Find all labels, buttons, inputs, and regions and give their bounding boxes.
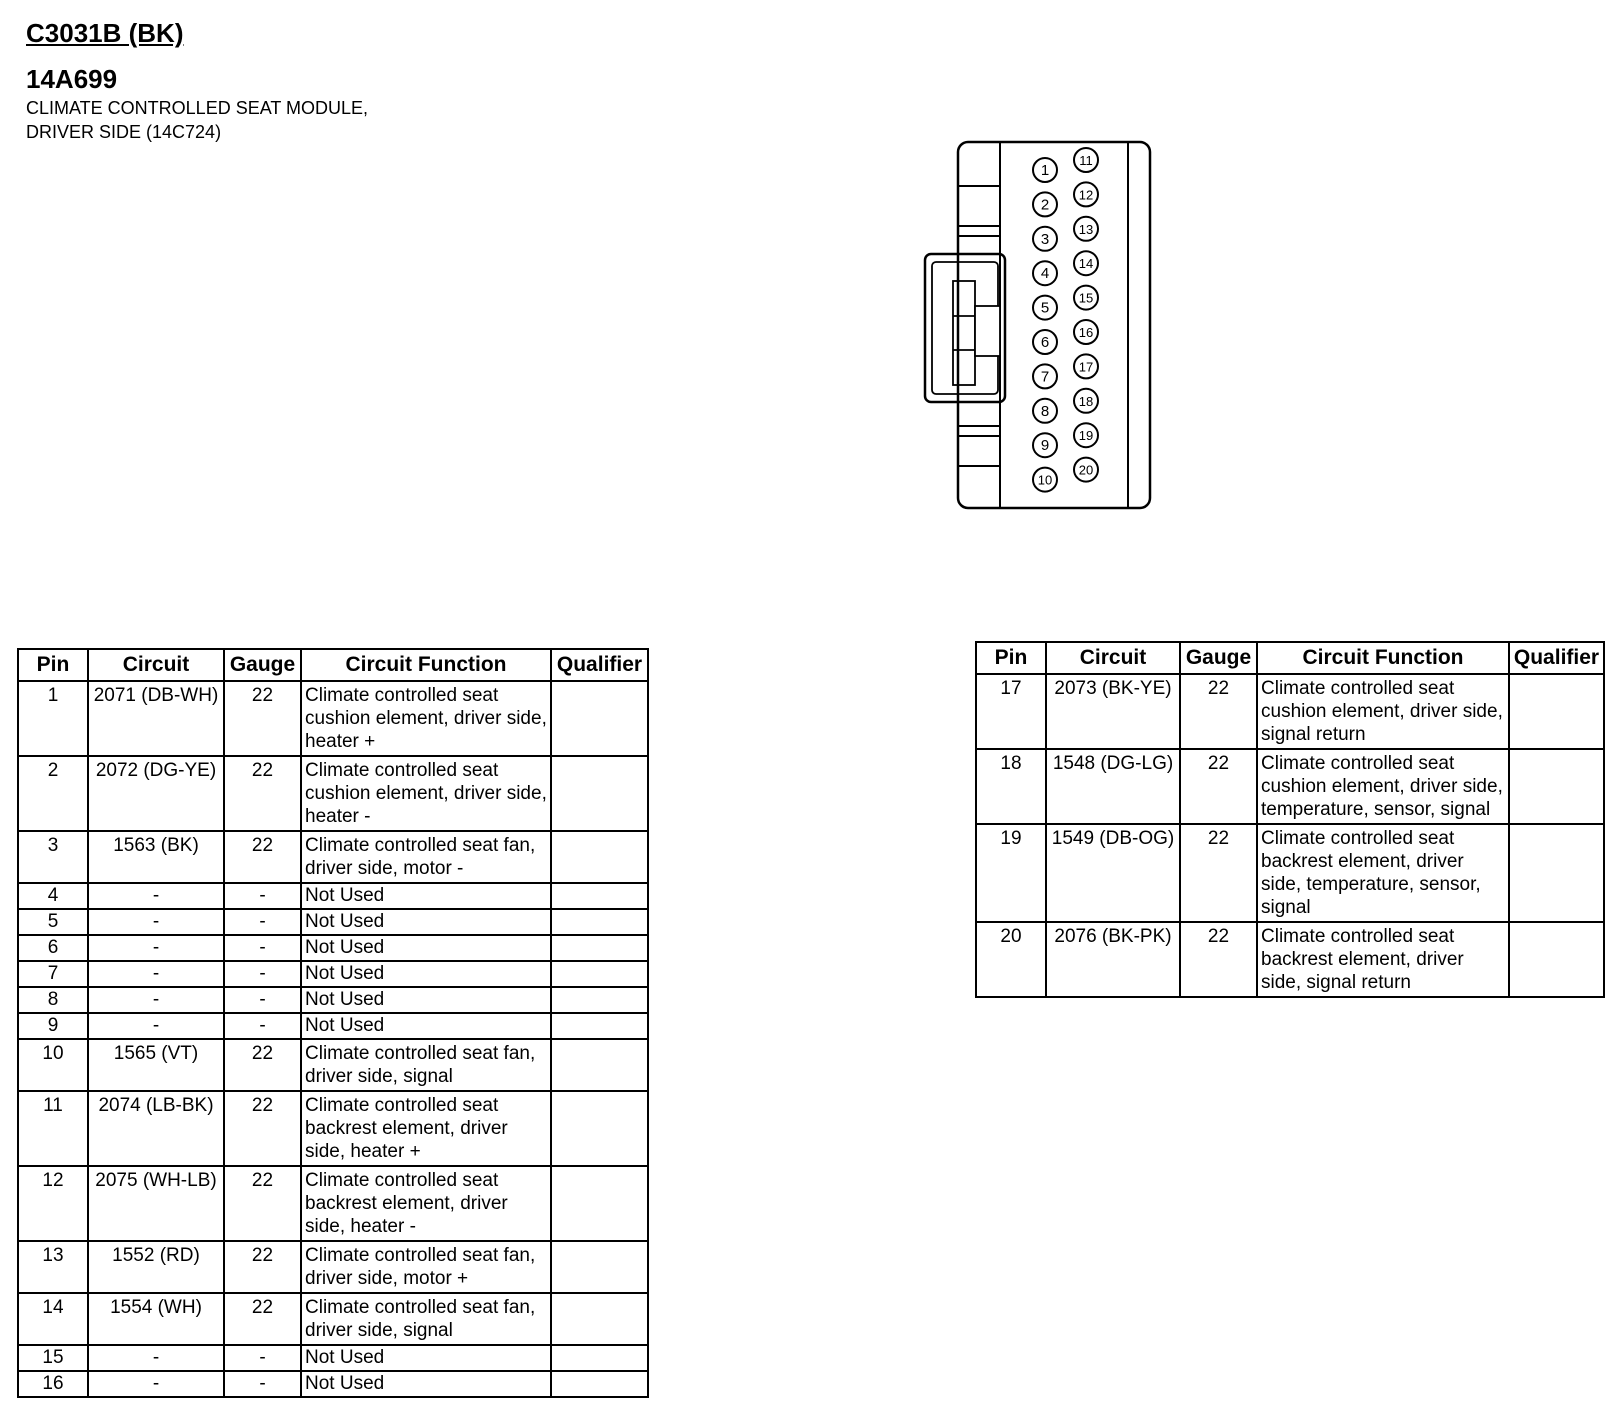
function-cell: Not Used xyxy=(301,909,551,935)
pin-7 xyxy=(1033,364,1057,388)
pin-number-label: 1 xyxy=(1040,162,1050,179)
pin-number-label: 18 xyxy=(1078,393,1094,409)
pin-4 xyxy=(1033,261,1057,285)
pin-cell: 20 xyxy=(976,922,1046,997)
table-header-row xyxy=(18,649,648,681)
qualifier-cell xyxy=(551,909,648,935)
function-cell: Climate controlled seat fan, driver side, motor - xyxy=(301,831,551,883)
column-header-circuit: Circuit xyxy=(88,649,224,681)
gauge-cell: 22 xyxy=(224,831,301,883)
gauge-cell: 22 xyxy=(1180,749,1257,824)
circuit-cell: 2072 (DG-YE) xyxy=(88,756,224,831)
pinout-table-left xyxy=(17,648,649,1398)
gauge-cell: - xyxy=(224,1013,301,1039)
gauge-cell: 22 xyxy=(1180,824,1257,922)
function-cell: Not Used xyxy=(301,1371,551,1397)
qualifier-cell xyxy=(1509,749,1604,824)
pin-number-label: 9 xyxy=(1040,437,1050,455)
pin-number-label: 19 xyxy=(1078,428,1094,444)
qualifier-cell xyxy=(551,831,648,883)
qualifier-cell xyxy=(1509,824,1604,922)
function-cell: Climate controlled seat backrest element, driver side, heater - xyxy=(301,1166,551,1241)
pin-cell: 7 xyxy=(18,961,88,987)
pin-8 xyxy=(1033,399,1057,423)
table-row xyxy=(18,1013,648,1039)
pin-cell: 1 xyxy=(18,681,88,756)
table-row xyxy=(976,824,1604,922)
pin-number-label: 20 xyxy=(1078,462,1094,478)
table-row xyxy=(976,749,1604,824)
circuit-cell: 2071 (DB-WH) xyxy=(88,681,224,756)
pin-cell: 19 xyxy=(976,824,1046,922)
pin-1 xyxy=(1033,158,1057,182)
circuit-cell: 2076 (BK-PK) xyxy=(1046,922,1180,997)
column-header-circuit: Circuit xyxy=(1046,642,1180,674)
pin-number-label: 17 xyxy=(1078,359,1094,375)
pin-cell: 8 xyxy=(18,987,88,1013)
gauge-cell: - xyxy=(224,935,301,961)
part-description xyxy=(26,96,446,144)
pin-cell: 17 xyxy=(976,674,1046,749)
gauge-cell: - xyxy=(224,961,301,987)
gauge-cell: 22 xyxy=(224,681,301,756)
pin-cell: 10 xyxy=(18,1039,88,1091)
pin-number-label: 5 xyxy=(1040,299,1050,317)
circuit-cell: - xyxy=(88,909,224,935)
part-description-line-2: DRIVER SIDE (14C724) xyxy=(26,122,222,142)
function-cell: Not Used xyxy=(301,883,551,909)
gauge-cell: 22 xyxy=(224,1241,301,1293)
function-cell: Climate controlled seat cushion element, driver side, heater + xyxy=(301,681,551,756)
pin-cell: 2 xyxy=(18,756,88,831)
gauge-cell: 22 xyxy=(224,756,301,831)
pin-12 xyxy=(1074,182,1098,206)
gauge-cell: 22 xyxy=(1180,922,1257,997)
function-cell: Climate controlled seat cushion element, driver side, temperature, sensor, signal xyxy=(1257,749,1509,824)
function-cell: Climate controlled seat fan, driver side, signal xyxy=(301,1039,551,1091)
pin-cell: 6 xyxy=(18,935,88,961)
pin-number-label: 8 xyxy=(1040,402,1050,420)
pin-cell: 18 xyxy=(976,749,1046,824)
table-row xyxy=(18,909,648,935)
table-row xyxy=(18,756,648,831)
pin-cell: 9 xyxy=(18,1013,88,1039)
gauge-cell: 22 xyxy=(224,1166,301,1241)
table-row xyxy=(18,831,648,883)
table-row xyxy=(18,935,648,961)
pin-cell: 11 xyxy=(18,1091,88,1166)
gauge-cell: - xyxy=(224,1371,301,1397)
pin-cell: 15 xyxy=(18,1345,88,1371)
qualifier-cell xyxy=(551,1241,648,1293)
pin-5 xyxy=(1033,296,1057,320)
circuit-cell: 2073 (BK-YE) xyxy=(1046,674,1180,749)
qualifier-cell xyxy=(551,987,648,1013)
circuit-cell: 2074 (LB-BK) xyxy=(88,1091,224,1166)
pin-18 xyxy=(1074,389,1098,413)
table-row xyxy=(18,1091,648,1166)
pin-number-label: 2 xyxy=(1040,196,1050,214)
pin-number-label: 14 xyxy=(1078,256,1094,272)
gauge-cell: 22 xyxy=(224,1039,301,1091)
pin-20 xyxy=(1074,458,1098,482)
part-description-line-1: CLIMATE CONTROLLED SEAT MODULE, xyxy=(26,98,369,118)
table-row xyxy=(18,987,648,1013)
circuit-cell: - xyxy=(88,1371,224,1397)
pin-19 xyxy=(1074,423,1098,447)
circuit-cell: 1565 (VT) xyxy=(88,1039,224,1091)
column-header-circuit-function: Circuit Function xyxy=(1257,642,1509,674)
gauge-cell: - xyxy=(224,1345,301,1371)
table-row xyxy=(976,922,1604,997)
function-cell: Climate controlled seat fan, driver side, motor + xyxy=(301,1241,551,1293)
column-header-gauge: Gauge xyxy=(1180,642,1257,674)
gauge-cell: - xyxy=(224,987,301,1013)
table-row xyxy=(976,674,1604,749)
pin-number-label: 7 xyxy=(1040,368,1050,386)
qualifier-cell xyxy=(551,1293,648,1345)
table-row xyxy=(18,961,648,987)
circuit-cell: - xyxy=(88,1013,224,1039)
pin-number-label: 12 xyxy=(1078,187,1094,203)
circuit-cell: 1554 (WH) xyxy=(88,1293,224,1345)
function-cell: Climate controlled seat cushion element, driver side, signal return xyxy=(1257,674,1509,749)
function-cell: Not Used xyxy=(301,1345,551,1371)
column-header-qualifier: Qualifier xyxy=(1509,642,1604,674)
qualifier-cell xyxy=(1509,922,1604,997)
gauge-cell: - xyxy=(224,909,301,935)
table-header-row xyxy=(976,642,1604,674)
pin-circles xyxy=(1033,148,1098,492)
function-cell: Climate controlled seat fan, driver side, signal xyxy=(301,1293,551,1345)
table-row xyxy=(18,681,648,756)
circuit-cell: 1552 (RD) xyxy=(88,1241,224,1293)
pin-2 xyxy=(1033,192,1057,216)
gauge-cell: 22 xyxy=(1180,674,1257,749)
pin-3 xyxy=(1033,227,1057,251)
pin-cell: 14 xyxy=(18,1293,88,1345)
pin-number-label: 16 xyxy=(1078,325,1094,340)
table-row xyxy=(18,1345,648,1371)
pin-10 xyxy=(1033,468,1057,492)
pin-number-label: 4 xyxy=(1040,265,1050,283)
table-row xyxy=(18,1166,648,1241)
pin-number-label: 6 xyxy=(1040,334,1050,351)
qualifier-cell xyxy=(551,756,648,831)
circuit-cell: - xyxy=(88,883,224,909)
qualifier-cell xyxy=(551,961,648,987)
gauge-cell: - xyxy=(224,883,301,909)
qualifier-cell xyxy=(551,1371,648,1397)
qualifier-cell xyxy=(551,883,648,909)
pin-16 xyxy=(1074,320,1098,344)
column-header-pin: Pin xyxy=(18,649,88,681)
function-cell: Not Used xyxy=(301,987,551,1013)
pin-cell: 13 xyxy=(18,1241,88,1293)
function-cell: Climate controlled seat backrest element, driver side, temperature, sensor, signal xyxy=(1257,824,1509,922)
pin-number-label: 3 xyxy=(1040,230,1050,248)
pin-17 xyxy=(1074,354,1098,378)
qualifier-cell xyxy=(1509,674,1604,749)
qualifier-cell xyxy=(551,935,648,961)
qualifier-cell xyxy=(551,1013,648,1039)
pin-number-label: 13 xyxy=(1078,221,1094,237)
column-header-pin: Pin xyxy=(976,642,1046,674)
table-row xyxy=(18,1241,648,1293)
pin-number-label: 10 xyxy=(1037,472,1053,488)
pin-15 xyxy=(1074,286,1098,310)
column-header-qualifier: Qualifier xyxy=(551,649,648,681)
pin-14 xyxy=(1074,251,1098,275)
function-cell: Climate controlled seat backrest element, driver side, heater + xyxy=(301,1091,551,1166)
connector-id-title: C3031B (BK) xyxy=(26,18,184,48)
pinout-table-right xyxy=(975,641,1605,998)
qualifier-cell xyxy=(551,1039,648,1091)
pin-11 xyxy=(1074,148,1098,172)
circuit-cell: - xyxy=(88,987,224,1013)
pin-13 xyxy=(1074,217,1098,241)
circuit-cell: - xyxy=(88,961,224,987)
column-header-gauge: Gauge xyxy=(224,649,301,681)
circuit-cell: - xyxy=(88,1345,224,1371)
table-row xyxy=(18,883,648,909)
gauge-cell: 22 xyxy=(224,1091,301,1166)
qualifier-cell xyxy=(551,1166,648,1241)
pin-number-label: 15 xyxy=(1078,290,1094,306)
pin-9 xyxy=(1033,433,1057,457)
circuit-cell: 2075 (WH-LB) xyxy=(88,1166,224,1241)
function-cell: Not Used xyxy=(301,1013,551,1039)
pin-cell: 5 xyxy=(18,909,88,935)
function-cell: Not Used xyxy=(301,935,551,961)
circuit-cell: 1548 (DG-LG) xyxy=(1046,749,1180,824)
connector-face-diagram xyxy=(920,136,1160,512)
table-row xyxy=(18,1371,648,1397)
function-cell: Climate controlled seat cushion element, driver side, heater - xyxy=(301,756,551,831)
qualifier-cell xyxy=(551,681,648,756)
pin-cell: 16 xyxy=(18,1371,88,1397)
gauge-cell: 22 xyxy=(224,1293,301,1345)
circuit-cell: - xyxy=(88,935,224,961)
pin-cell: 4 xyxy=(18,883,88,909)
circuit-cell: 1563 (BK) xyxy=(88,831,224,883)
qualifier-cell xyxy=(551,1345,648,1371)
function-cell: Climate controlled seat backrest element, driver side, signal return xyxy=(1257,922,1509,997)
table-row xyxy=(18,1293,648,1345)
pin-number-label: 11 xyxy=(1079,153,1093,168)
table-row xyxy=(18,1039,648,1091)
pin-cell: 3 xyxy=(18,831,88,883)
function-cell: Not Used xyxy=(301,961,551,987)
column-header-circuit-function: Circuit Function xyxy=(301,649,551,681)
qualifier-cell xyxy=(551,1091,648,1166)
circuit-cell: 1549 (DB-OG) xyxy=(1046,824,1180,922)
pin-cell: 12 xyxy=(18,1166,88,1241)
part-number: 14A699 xyxy=(26,64,118,94)
pin-6 xyxy=(1033,330,1057,354)
